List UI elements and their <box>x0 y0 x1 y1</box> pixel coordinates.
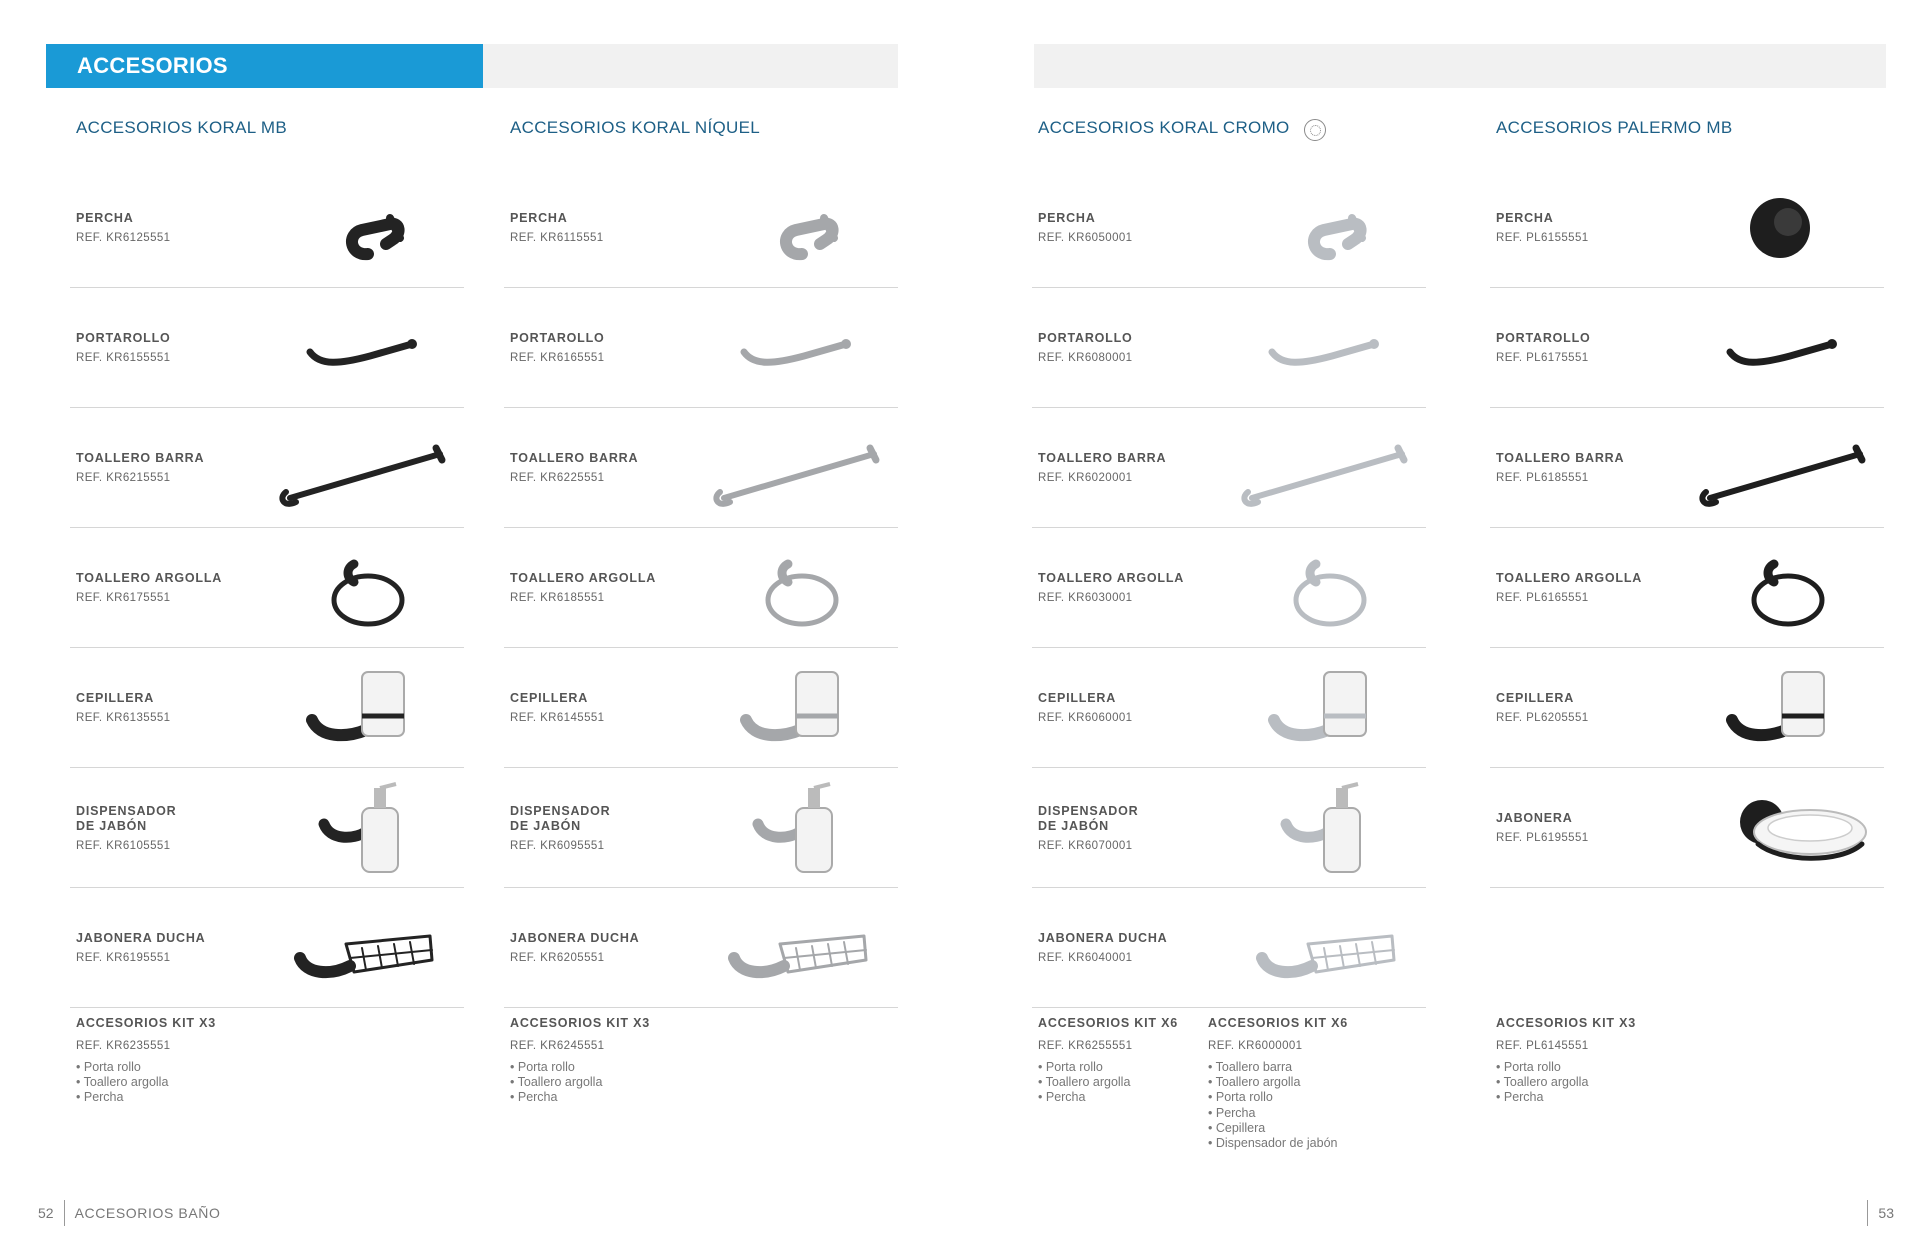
product-name: PERCHA <box>510 211 568 225</box>
kit-list <box>1496 1060 1666 1106</box>
product-text <box>1038 888 1208 1007</box>
product-text <box>510 168 680 287</box>
product-name: JABONERA DUCHA <box>76 931 206 945</box>
shower-basket-icon <box>684 894 894 1002</box>
product-ref: REF. KR6175551 <box>76 592 171 604</box>
product-ref: REF. KR6165551 <box>510 352 605 364</box>
product-name: TOALLERO BARRA <box>1038 451 1167 465</box>
towel-ring-icon <box>1670 534 1880 642</box>
kit-ref: REF. KR6235551 <box>76 1040 171 1052</box>
soap-dispenser-icon <box>684 774 894 882</box>
product-ref: REF. KR6095551 <box>510 839 605 852</box>
paper-holder-icon <box>1212 294 1422 402</box>
product-name: CEPILLERA <box>1038 691 1117 705</box>
product-row <box>504 648 898 768</box>
tumbler-holder-icon <box>684 654 894 762</box>
towel-bar-icon <box>684 414 894 522</box>
product-name: PERCHA <box>1496 211 1554 225</box>
product-row <box>70 768 464 888</box>
towel-bar-icon <box>1670 414 1880 522</box>
footer-right <box>1867 1200 1894 1226</box>
product-text <box>76 768 246 887</box>
kit-item: • Dispensador de jabón <box>1208 1136 1378 1151</box>
product-row <box>1032 528 1426 648</box>
kit-item: • Percha <box>76 1090 246 1105</box>
product-ref: REF. KR6215551 <box>76 472 171 484</box>
product-text <box>76 288 246 407</box>
product-row <box>1032 408 1426 528</box>
product-text <box>510 648 680 767</box>
soap-dispenser-icon <box>250 774 460 882</box>
product-row <box>70 528 464 648</box>
product-text <box>1496 408 1666 527</box>
product-name: PORTAROLLO <box>1496 331 1591 345</box>
product-name: TOALLERO ARGOLLA <box>510 571 657 585</box>
product-ref: REF. KR6050001 <box>1038 232 1133 244</box>
product-ref: REF. KR6185551 <box>510 592 605 604</box>
product-text <box>510 528 680 647</box>
product-name: PERCHA <box>76 211 134 225</box>
hook-icon <box>250 174 460 282</box>
footer-left <box>38 1200 221 1226</box>
product-ref: REF. KR6030001 <box>1038 592 1133 604</box>
product-row <box>504 168 898 288</box>
kit-ref: REF. KR6255551 <box>1038 1040 1133 1052</box>
page-number-right: 53 <box>1878 1205 1894 1221</box>
product-row <box>70 408 464 528</box>
column-koral-cromo <box>1032 88 1426 1151</box>
product-name: DISPENSADOR DE JABÓN <box>76 803 177 833</box>
product-name: JABONERA DUCHA <box>510 931 640 945</box>
product-text <box>1496 648 1666 767</box>
product-row <box>1490 528 1884 648</box>
product-name: PORTAROLLO <box>510 331 605 345</box>
product-text <box>510 888 680 1007</box>
product-row <box>1490 768 1884 888</box>
tumbler-holder-icon <box>1670 654 1880 762</box>
kit-name: ACCESORIOS KIT X3 <box>1496 1016 1637 1030</box>
footer-section-label: ACCESORIOS BAÑO <box>74 1205 221 1221</box>
product-text <box>510 288 680 407</box>
product-ref: REF. PL6155551 <box>1496 232 1589 244</box>
kit-ref: REF. PL6145551 <box>1496 1040 1589 1052</box>
product-row <box>70 168 464 288</box>
towel-ring-icon <box>250 534 460 642</box>
product-text <box>510 768 680 887</box>
product-ref: REF. KR6135551 <box>76 712 171 724</box>
column-title <box>1032 88 1426 168</box>
hook-icon <box>684 174 894 282</box>
product-text <box>1496 528 1666 647</box>
paper-holder-icon <box>250 294 460 402</box>
product-name: TOALLERO ARGOLLA <box>76 571 223 585</box>
product-row <box>1032 768 1426 888</box>
towel-bar-icon <box>1212 414 1422 522</box>
kit-ref: REF. KR6000001 <box>1208 1040 1303 1052</box>
kit-item: • Percha <box>510 1090 680 1105</box>
kit-list <box>1208 1060 1378 1151</box>
product-ref: REF. KR6225551 <box>510 472 605 484</box>
product-name: JABONERA <box>1496 811 1573 825</box>
product-ref: REF. KR6080001 <box>1038 352 1133 364</box>
product-text <box>1038 648 1208 767</box>
column-title-text: ACCESORIOS KORAL CROMO <box>1038 118 1290 137</box>
product-row <box>1490 648 1884 768</box>
product-text <box>1496 168 1666 287</box>
product-row <box>504 888 898 1008</box>
product-text <box>76 648 246 767</box>
finish-badge-icon <box>1304 119 1326 141</box>
product-text <box>1496 768 1666 887</box>
kit-list <box>1038 1060 1208 1106</box>
kit-name: ACCESORIOS KIT X6 <box>1038 1016 1179 1030</box>
product-name: JABONERA DUCHA <box>1038 931 1168 945</box>
product-text <box>1038 168 1208 287</box>
product-row <box>1032 168 1426 288</box>
kit-item: • Toallero argolla <box>1208 1075 1378 1090</box>
column-koral-mb <box>70 88 464 1105</box>
kit-item: • Percha <box>1496 1090 1666 1105</box>
product-ref: REF. KR6195551 <box>76 952 171 964</box>
product-row <box>504 768 898 888</box>
product-row <box>1032 648 1426 768</box>
product-ref: REF. PL6195551 <box>1496 832 1589 844</box>
kit-block <box>1496 1016 1666 1106</box>
kit-item: • Toallero argolla <box>510 1075 680 1090</box>
shower-basket-icon <box>250 894 460 1002</box>
column-title: ACCESORIOS KORAL NÍQUEL <box>510 118 760 137</box>
tumbler-holder-icon <box>250 654 460 762</box>
product-name: TOALLERO ARGOLLA <box>1496 571 1643 585</box>
soap-dispenser-icon <box>1212 774 1422 882</box>
product-name: CEPILLERA <box>1496 691 1575 705</box>
kit-block <box>1038 1016 1208 1106</box>
product-name: PORTAROLLO <box>76 331 171 345</box>
paper-holder-icon <box>1670 294 1880 402</box>
kit-item: • Toallero argolla <box>1038 1075 1208 1090</box>
product-row <box>70 648 464 768</box>
kit-item: • Toallero argolla <box>1496 1075 1666 1090</box>
product-row <box>70 288 464 408</box>
product-name: PORTAROLLO <box>1038 331 1133 345</box>
section-header: ACCESORIOS <box>46 44 483 88</box>
product-row <box>504 408 898 528</box>
round-hook-icon <box>1670 174 1880 282</box>
product-name: PERCHA <box>1038 211 1096 225</box>
soap-dish-icon <box>1670 774 1880 882</box>
product-text <box>1038 408 1208 527</box>
product-row <box>1490 408 1884 528</box>
kit-name: ACCESORIOS KIT X6 <box>1208 1016 1349 1030</box>
product-ref: REF. KR6060001 <box>1038 712 1133 724</box>
product-text <box>1496 288 1666 407</box>
product-ref: REF. KR6105551 <box>76 839 171 852</box>
product-text <box>76 528 246 647</box>
kit-item: • Percha <box>1038 1090 1208 1105</box>
kit-item: • Toallero barra <box>1208 1060 1378 1075</box>
product-name: TOALLERO BARRA <box>1496 451 1625 465</box>
column-palermo-mb <box>1490 88 1884 1105</box>
column-koral-niquel <box>504 88 898 1105</box>
product-ref: REF. KR6040001 <box>1038 952 1133 964</box>
kit-item: • Porta rollo <box>1496 1060 1666 1075</box>
product-ref: REF. KR6125551 <box>76 232 171 244</box>
product-ref: REF. PL6205551 <box>1496 712 1589 724</box>
product-text <box>1038 288 1208 407</box>
paper-holder-icon <box>684 294 894 402</box>
product-text <box>1038 768 1208 887</box>
product-row <box>1032 888 1426 1008</box>
product-ref: REF. PL6165551 <box>1496 592 1589 604</box>
product-text <box>76 168 246 287</box>
product-row <box>70 888 464 1008</box>
product-row <box>504 528 898 648</box>
kit-ref: REF. KR6245551 <box>510 1040 605 1052</box>
header-band-right <box>1034 44 1886 88</box>
product-row <box>1032 288 1426 408</box>
product-text <box>76 408 246 527</box>
product-text <box>510 408 680 527</box>
product-name: TOALLERO ARGOLLA <box>1038 571 1185 585</box>
product-row <box>1490 288 1884 408</box>
towel-ring-icon <box>684 534 894 642</box>
towel-bar-icon <box>250 414 460 522</box>
kit-item: • Porta rollo <box>510 1060 680 1075</box>
kit-block <box>510 1016 680 1106</box>
product-name: TOALLERO BARRA <box>510 451 639 465</box>
product-ref: REF. KR6070001 <box>1038 839 1133 852</box>
kit-name: ACCESORIOS KIT X3 <box>510 1016 651 1030</box>
product-name: DISPENSADOR DE JABÓN <box>1038 803 1139 833</box>
footer-divider <box>1867 1200 1868 1226</box>
product-row <box>1490 168 1884 288</box>
shower-basket-icon <box>1212 894 1422 1002</box>
product-name: DISPENSADOR DE JABÓN <box>510 803 611 833</box>
hook-icon <box>1212 174 1422 282</box>
product-name: CEPILLERA <box>510 691 589 705</box>
towel-ring-icon <box>1212 534 1422 642</box>
tumbler-holder-icon <box>1212 654 1422 762</box>
kit-item: • Percha <box>1208 1106 1378 1121</box>
kit-item: • Cepillera <box>1208 1121 1378 1136</box>
kit-block <box>76 1016 246 1106</box>
kit-item: • Toallero argolla <box>76 1075 246 1090</box>
column-title: ACCESORIOS PALERMO MB <box>1496 118 1733 137</box>
kit-list <box>76 1060 246 1106</box>
footer-divider <box>64 1200 65 1226</box>
kit-name: ACCESORIOS KIT X3 <box>76 1016 217 1030</box>
product-ref: REF. KR6115551 <box>510 232 604 244</box>
page-number-left: 52 <box>38 1205 54 1221</box>
kit-item: • Porta rollo <box>76 1060 246 1075</box>
product-ref: REF. PL6175551 <box>1496 352 1589 364</box>
product-ref: REF. KR6205551 <box>510 952 605 964</box>
product-ref: REF. KR6155551 <box>76 352 171 364</box>
kit-item: • Porta rollo <box>1208 1090 1378 1105</box>
kit-list <box>510 1060 680 1106</box>
kit-block <box>1208 1016 1378 1151</box>
product-ref: REF. KR6145551 <box>510 712 605 724</box>
product-text <box>1038 528 1208 647</box>
product-ref: REF. PL6185551 <box>1496 472 1589 484</box>
product-name: CEPILLERA <box>76 691 155 705</box>
product-name: TOALLERO BARRA <box>76 451 205 465</box>
kit-item: • Porta rollo <box>1038 1060 1208 1075</box>
product-text <box>76 888 246 1007</box>
column-title: ACCESORIOS KORAL MB <box>76 118 288 137</box>
product-row <box>504 288 898 408</box>
product-ref: REF. KR6020001 <box>1038 472 1133 484</box>
